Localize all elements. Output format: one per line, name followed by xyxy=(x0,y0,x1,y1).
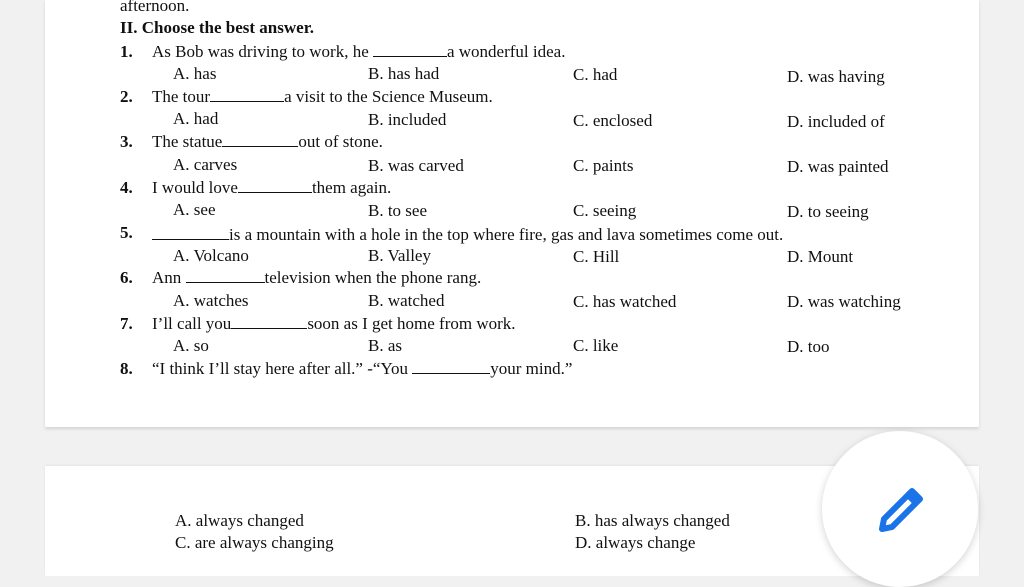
option-a: A. Volcano xyxy=(173,246,249,265)
question-stem xyxy=(152,359,572,379)
question-number: 3. xyxy=(120,132,133,151)
stem-after: your mind.” xyxy=(490,359,573,378)
document-page xyxy=(45,0,979,427)
option-c: C. like xyxy=(573,336,619,355)
option-c: C. had xyxy=(573,65,618,84)
stem-before: Ann xyxy=(152,268,186,287)
question-stem xyxy=(152,87,493,107)
question-number: 2. xyxy=(120,87,133,106)
option-c: C. paints xyxy=(573,156,634,175)
section-title: II. Choose the best answer. xyxy=(120,18,314,37)
question-stem xyxy=(152,42,565,62)
option-a: A. had xyxy=(173,109,219,128)
previous-line-text: afternoon. xyxy=(120,0,190,15)
question-stem xyxy=(152,225,783,245)
option-a: A. see xyxy=(173,200,216,219)
option-d: D. Mount xyxy=(787,247,854,266)
question-number: 4. xyxy=(120,178,133,197)
question-number: 6. xyxy=(120,268,133,287)
option-c: C. has watched xyxy=(573,292,677,311)
stem-before: I’ll call you xyxy=(152,314,232,333)
option-d: D. was watching xyxy=(787,292,901,311)
question-stem xyxy=(152,268,481,288)
option-d: D. included of xyxy=(787,112,885,131)
option-b: B. Valley xyxy=(368,246,431,265)
stem-after: soon as I get home from work. xyxy=(307,314,516,333)
option-b: B. to see xyxy=(368,201,428,220)
stem-after: a visit to the Science Museum. xyxy=(284,87,493,106)
option-d: D. was painted xyxy=(787,157,889,176)
option-c: C. are always changing xyxy=(175,533,334,552)
option-d: D. was having xyxy=(787,67,885,86)
question-number: 8. xyxy=(120,359,133,378)
option-d: D. always change xyxy=(575,533,696,552)
option-b: B. as xyxy=(368,336,402,355)
stem-after: them again. xyxy=(311,178,392,197)
stem-before: The statue xyxy=(152,132,223,151)
question-stem xyxy=(152,314,516,334)
option-b: B. watched xyxy=(368,291,445,310)
answer-blank xyxy=(412,359,490,374)
option-a: A. carves xyxy=(173,155,238,174)
stem-after: is a mountain with a hole in the top where fire, gas and lava sometimes come out. xyxy=(229,225,784,244)
option-c: C. Hill xyxy=(573,247,620,266)
answer-blank xyxy=(152,225,229,240)
answer-blank xyxy=(231,314,307,329)
option-b: B. included xyxy=(368,110,447,129)
option-a: A. watches xyxy=(173,291,249,310)
stem-before: The tour xyxy=(152,87,211,106)
answer-blank xyxy=(186,268,265,283)
option-b: B. has always changed xyxy=(575,511,730,530)
option-a: A. so xyxy=(173,336,209,355)
answer-blank xyxy=(238,178,312,193)
edit-button[interactable] xyxy=(822,431,978,587)
option-b: B. was carved xyxy=(368,156,464,175)
option-c: C. seeing xyxy=(573,201,637,220)
stem-after: a wonderful idea. xyxy=(446,42,566,61)
stem-before: As Bob was driving to work, he xyxy=(152,42,373,61)
question-stem xyxy=(152,178,391,198)
option-c: C. enclosed xyxy=(573,111,653,130)
option-a: A. always changed xyxy=(175,511,304,530)
stem-before: “I think I’ll stay here after all.” -“You xyxy=(152,359,413,378)
option-a: A. has xyxy=(173,64,217,83)
answer-blank xyxy=(210,87,284,102)
option-d: D. to seeing xyxy=(787,202,869,221)
question-number: 1. xyxy=(120,42,133,61)
option-d: D. too xyxy=(787,337,830,356)
stem-after: out of stone. xyxy=(298,132,383,151)
answer-blank xyxy=(222,132,298,147)
question-number: 5. xyxy=(120,223,133,242)
stem-before: I would love xyxy=(152,178,238,197)
answer-blank xyxy=(373,42,447,57)
question-number: 7. xyxy=(120,314,133,333)
stem-after: television when the phone rang. xyxy=(264,268,482,287)
question-stem xyxy=(152,132,383,152)
option-b: B. has had xyxy=(368,64,440,83)
